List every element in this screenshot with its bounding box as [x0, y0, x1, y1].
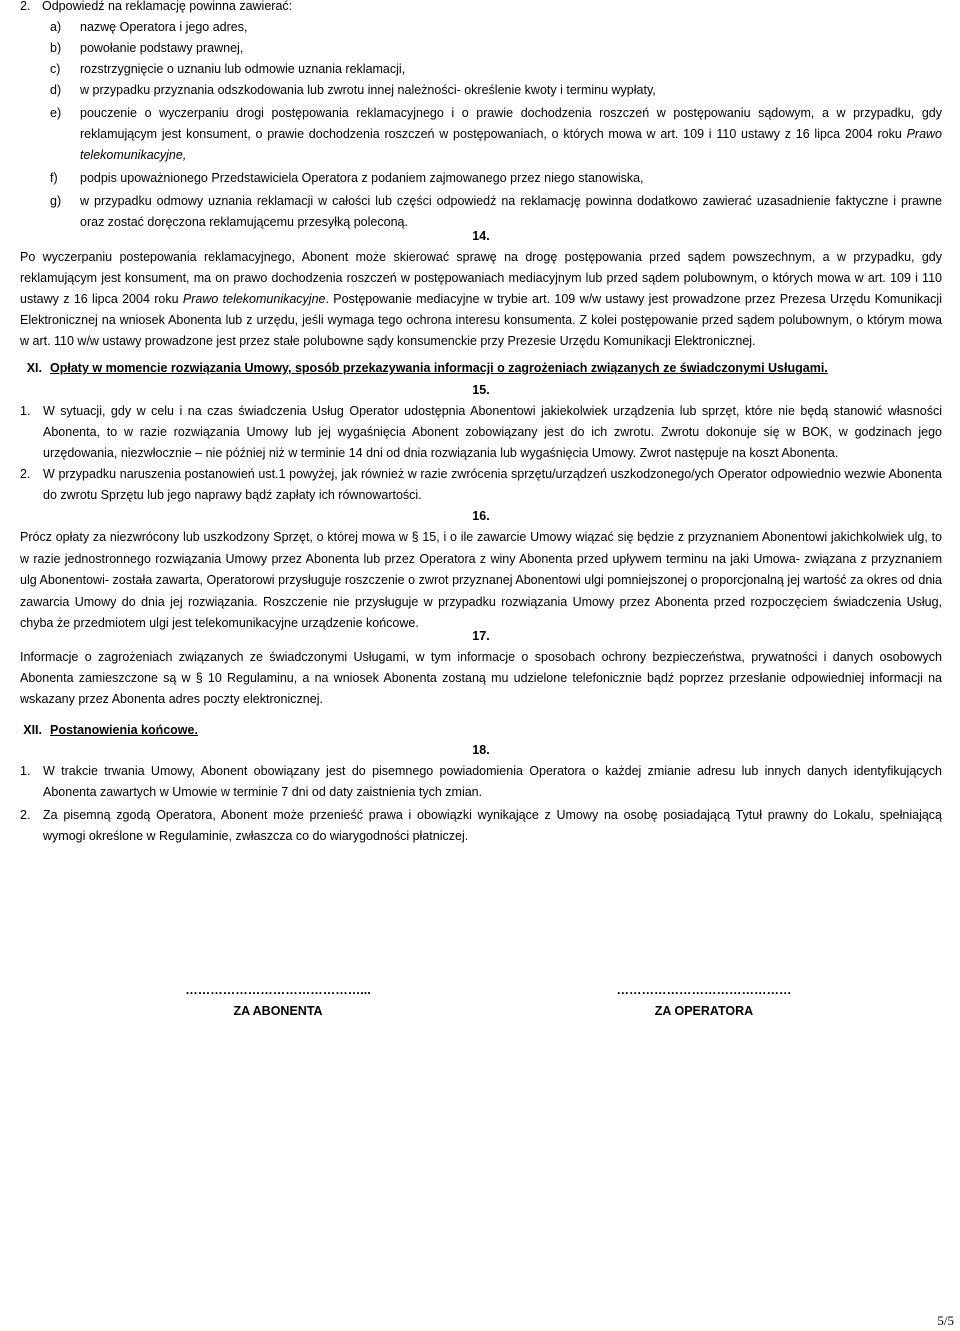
paragraph-text-a: Po wyczerpaniu postepowania reklamacyjnego, Abonent może skierować sprawę na drogę postępowania przed sądem powszechnym, a w przypadku, gdy reklamującym jest konsument, ma on prawo dochodzenia roszczeń w postępowaniach mediacyjnym lub przed sądem polubownym, o których mowa w art. 109 i 110 ustawy z 16 lipca 2004 roku — [20, 250, 942, 306]
list-item — [50, 168, 942, 189]
section-number: XII. — [23, 723, 42, 737]
item-text: rozstrzygnięcie o uznaniu lub odmowie uznania reklamacji, — [80, 62, 406, 76]
list-item — [50, 103, 942, 166]
item-text: Odpowiedź na reklamację powinna zawierać: — [42, 0, 293, 13]
item-letter: c) — [50, 62, 61, 76]
item-letter: d) — [50, 83, 62, 97]
item-letter: f) — [50, 171, 58, 185]
paragraph-14 — [20, 226, 942, 352]
signature-operator — [574, 980, 834, 1022]
section-title: Opłaty w momencie rozwiązania Umowy, sposób przekazywania informacji o zagrożeniach związanych ze świadczonymi Usługami. — [50, 361, 828, 375]
item-text: podpis upoważnionego Przedstawiciela Operatora z podaniem zajmowanego przez niego stanowiska, — [80, 171, 644, 185]
list-item — [20, 761, 942, 803]
list-item — [20, 401, 942, 464]
paragraph-17 — [20, 626, 942, 710]
item-letter: g) — [50, 194, 62, 208]
paragraph-heading: 16. — [472, 509, 490, 523]
signature-abonent — [148, 980, 408, 1022]
law-title-italic: Prawo telekomunikacyjne, — [80, 127, 942, 162]
item-text: w przypadku przyznania odszkodowania lub zwrotu innej należności- określenie kwoty i terminu wypłaty, — [80, 83, 656, 97]
item-text-main: pouczenie o wyczerpaniu drogi postępowania reklamacyjnego i o prawie dochodzenia roszczeń w postępowaniu sądowym, a w przypadku, gdy reklamującym jest konsument, o prawie dochodzenia roszczeń w postępowaniach, o których mowa w art. 109 i 110 ustawy z 16 lipca 2004 roku — [80, 106, 942, 141]
section-heading-xi — [0, 358, 942, 379]
signature-label: ZA OPERATORA — [654, 1004, 754, 1018]
law-title-italic: Prawo telekomunikacyjne — [182, 292, 326, 306]
paragraph-text-b: . Postępowanie mediacyjne w trybie art. 109 w/w ustawy jest prowadzone przez Prezesa Urzędu Komunikacji Elektronicznej na wniosek Abonenta lub z urzędu, jeśli wymaga tego ochrona interesu konsumenta. Z kolei postępowanie przed sądem polubownym, o którym mowa w art. 110 w/w ustawy prowadzone jest przez stałe polubowne sądy konsumenckie przy Prezesie Urzędu Komunikacji Elektronicznej. — [20, 292, 942, 348]
list-item — [20, 805, 942, 847]
paragraph-heading: 15. — [472, 383, 490, 397]
item-text: w przypadku odmowy uznania reklamacji w całości lub części odpowiedź na reklamację powinna dodatkowo zawierać uzasadnienie faktyczne i prawne oraz zostać doręczona reklamującemu przesyłką poleconą. — [80, 194, 942, 229]
signature-line: ……………………………………... — [185, 983, 371, 997]
paragraph-18 — [20, 740, 942, 847]
item-text: W sytuacji, gdy w celu i na czas świadczenia Usług Operator udostępnia Abonentowi jakiekolwiek urządzenia lub sprzęt, które nie będą stanowić własności Abonenta, to w razie rozwiązania Umowy lub jej wygaśnięcia Abonent zobowiązany jest do ich zwrotu. Zwrotu dokonuje się w BOK, w godzinach jego urzędowania, niezwłocznie – nie później niż w terminie 14 dni od dnia rozwiązania lub wygaśnięcia Umowy. Zwrot następuje na koszt Abonenta. — [43, 404, 942, 460]
item-text: W przypadku naruszenia postanowień ust.1 powyżej, jak również w razie zwrócenia sprzętu/urządzeń uszkodzonego/ych Operator odpowiednio wezwie Abonenta do zwrotu Sprzętu lub jego naprawy bądź zapłaty ich równowartości. — [43, 467, 942, 502]
item-number: 2. — [20, 467, 31, 481]
signature-line: …………………………………… — [616, 983, 792, 997]
section-title: Postanowienia końcowe. — [50, 723, 198, 737]
list-item — [20, 0, 942, 17]
item-text: nazwę Operatora i jego adres, — [80, 20, 248, 34]
reply-contents-section — [20, 0, 942, 233]
item-number: 2. — [20, 808, 31, 822]
item-text — [80, 103, 942, 166]
paragraph-text — [20, 247, 942, 352]
paragraph-text: Prócz opłaty za niezwrócony lub uszkodzony Sprzęt, o której mowa w § 15, i o ile zawarcie Umowy wiązać się będzie z przyznaniem Abonentowi jakichkolwiek ulg, to w razie jednostronnego rozwiązania Umowy przez Abonenta lub przez Operatora z winy Abonenta przed upływem terminu na jaki Umowa- związana z przyznaniem ulg Abonentowi- została zawarta, Operatorowi przysługuje roszczenie o zwrot przyznanej Abonentowi ulgi pomniejszonej o proporcjonalną jej wartość za okres od dnia zawarcia Umowy do dnia jej rozwiązania. Roszczenie nie przysługuje w przypadku rozwiązania Umowy przez Abonenta przed rozpoczęciem świadczenia Usług, chyba że przedmiotem ulgi jest telekomunikacyjne urządzenie końcowe. — [20, 530, 942, 630]
item-text: powołanie podstawy prawnej, — [80, 41, 244, 55]
item-number: 2. — [20, 0, 31, 13]
item-letter: a) — [50, 20, 62, 34]
list-item — [50, 59, 942, 80]
section-heading-xii — [0, 720, 198, 741]
page-number: 5/5 — [937, 1313, 954, 1328]
list-item — [50, 17, 942, 38]
list-item — [50, 80, 942, 101]
paragraph-heading: 18. — [472, 743, 490, 757]
item-number: 1. — [20, 404, 31, 418]
item-number: 1. — [20, 764, 31, 778]
paragraph-text: Informacje o zagrożeniach związanych ze świadczonymi Usługami, w tym informacje o sposobach ochrony bezpieczeństwa, prywatności i danych osobowych Abonenta zamieszczone są w § 10 Regulaminu, a na wniosek Abonenta zostaną mu udzielone telefonicznie bądź poprzez przesłanie odpowiedniej informacji na wskazany przez Abonenta adres poczty elektronicznej. — [20, 650, 942, 706]
section-number: XI. — [26, 361, 42, 375]
paragraph-heading: 14. — [472, 229, 490, 243]
paragraph-15 — [20, 380, 942, 506]
paragraph-16 — [20, 506, 942, 635]
item-text: W trakcie trwania Umowy, Abonent obowiązany jest do pisemnego powiadomienia Operatora o każdej zmianie adresu lub innych danych identyfikujących Abonenta zawartych w Umowie w terminie 7 dni od daty zaistnienia tych zmian. — [43, 764, 942, 799]
list-item — [50, 38, 942, 59]
paragraph-heading: 17. — [472, 629, 490, 643]
item-letter: b) — [50, 41, 62, 55]
item-letter: e) — [50, 106, 62, 120]
item-text: Za pisemną zgodą Operatora, Abonent może przenieść prawa i obowiązki wynikające z Umowy na osobę posiadającą Tytuł prawny do Lokalu, spełniającą wymogi określone w Regulaminie, zwłaszcza co do wiarygodności płatniczej. — [43, 808, 942, 843]
list-item — [20, 464, 942, 506]
signature-label: ZA ABONENTA — [233, 1004, 323, 1018]
